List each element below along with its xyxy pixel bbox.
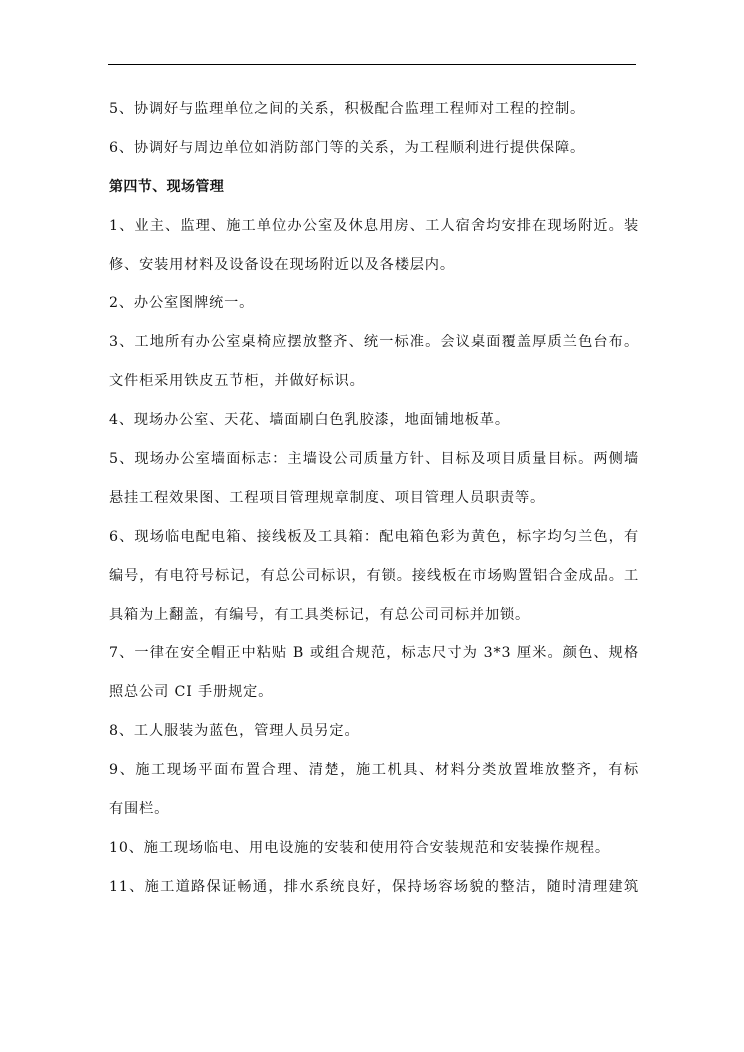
paragraph-line: 8、工人服装为蓝色，管理人员另定。 [109,723,360,740]
paragraph-line: 照总公司 CI 手册规定。 [109,684,274,701]
paragraph-line: 6、协调好与周边单位如消防部门等的关系，为工程顺利进行提供保障。 [109,139,586,156]
paragraph-line: 9、施工现场平面布置合理、清楚，施工机具、材料分类放置堆放整齐，有标 [109,762,639,779]
paragraph-line: 6、现场临电配电箱、接线板及工具箱：配电箱色彩为黄色，标字均匀兰色，有 [109,528,639,545]
section-heading: 第四节、现场管理 [109,178,225,195]
paragraph-line: 修、安装用材料及设备设在现场附近以及各楼层内。 [109,256,455,273]
header-rule [108,64,636,65]
paragraph-line: 11、施工道路保证畅通，排水系统良好，保持场容场貌的整洁，随时清理建筑 [109,878,639,895]
paragraph-line: 1、业主、监理、施工单位办公室及休息用房、工人宿舍均安排在现场附近。装 [109,217,639,234]
paragraph-line: 编号，有电符号标记，有总公司标识，有锁。接线板在市场购置铝合金成品。工 [109,567,639,584]
document-body [109,90,639,907]
paragraph-line: 7、一律在安全帽正中粘贴 B 或组合规范，标志尺寸为 3*3 厘米。颜色、规格 [109,645,639,662]
paragraph-line: 5、现场办公室墙面标志：主墙设公司质量方针、目标及项目质量目标。两侧墙 [109,451,639,468]
paragraph-line: 4、现场办公室、天花、墙面刷白色乳胶漆，地面铺地板革。 [109,412,510,429]
paragraph-line: 具箱为上翻盖，有编号，有工具类标记，有总公司司标并加锁。 [109,606,531,623]
paragraph-line: 3、工地所有办公室桌椅应摆放整齐、统一标准。会议桌面覆盖厚质兰色台布。 [109,334,639,351]
paragraph-line: 2、办公室图牌统一。 [109,295,255,312]
paragraph-line: 有围栏。 [109,801,170,818]
paragraph-line: 悬挂工程效果图、工程项目管理规章制度、项目管理人员职责等。 [109,489,546,506]
paragraph-line: 10、施工现场临电、用电设施的安装和使用符合安装规范和安装操作规程。 [109,839,610,856]
paragraph-line: 5、协调好与监理单位之间的关系，积极配合监理工程师对工程的控制。 [109,101,586,117]
paragraph-line: 文件柜采用铁皮五节柜，并做好标识。 [109,373,365,390]
